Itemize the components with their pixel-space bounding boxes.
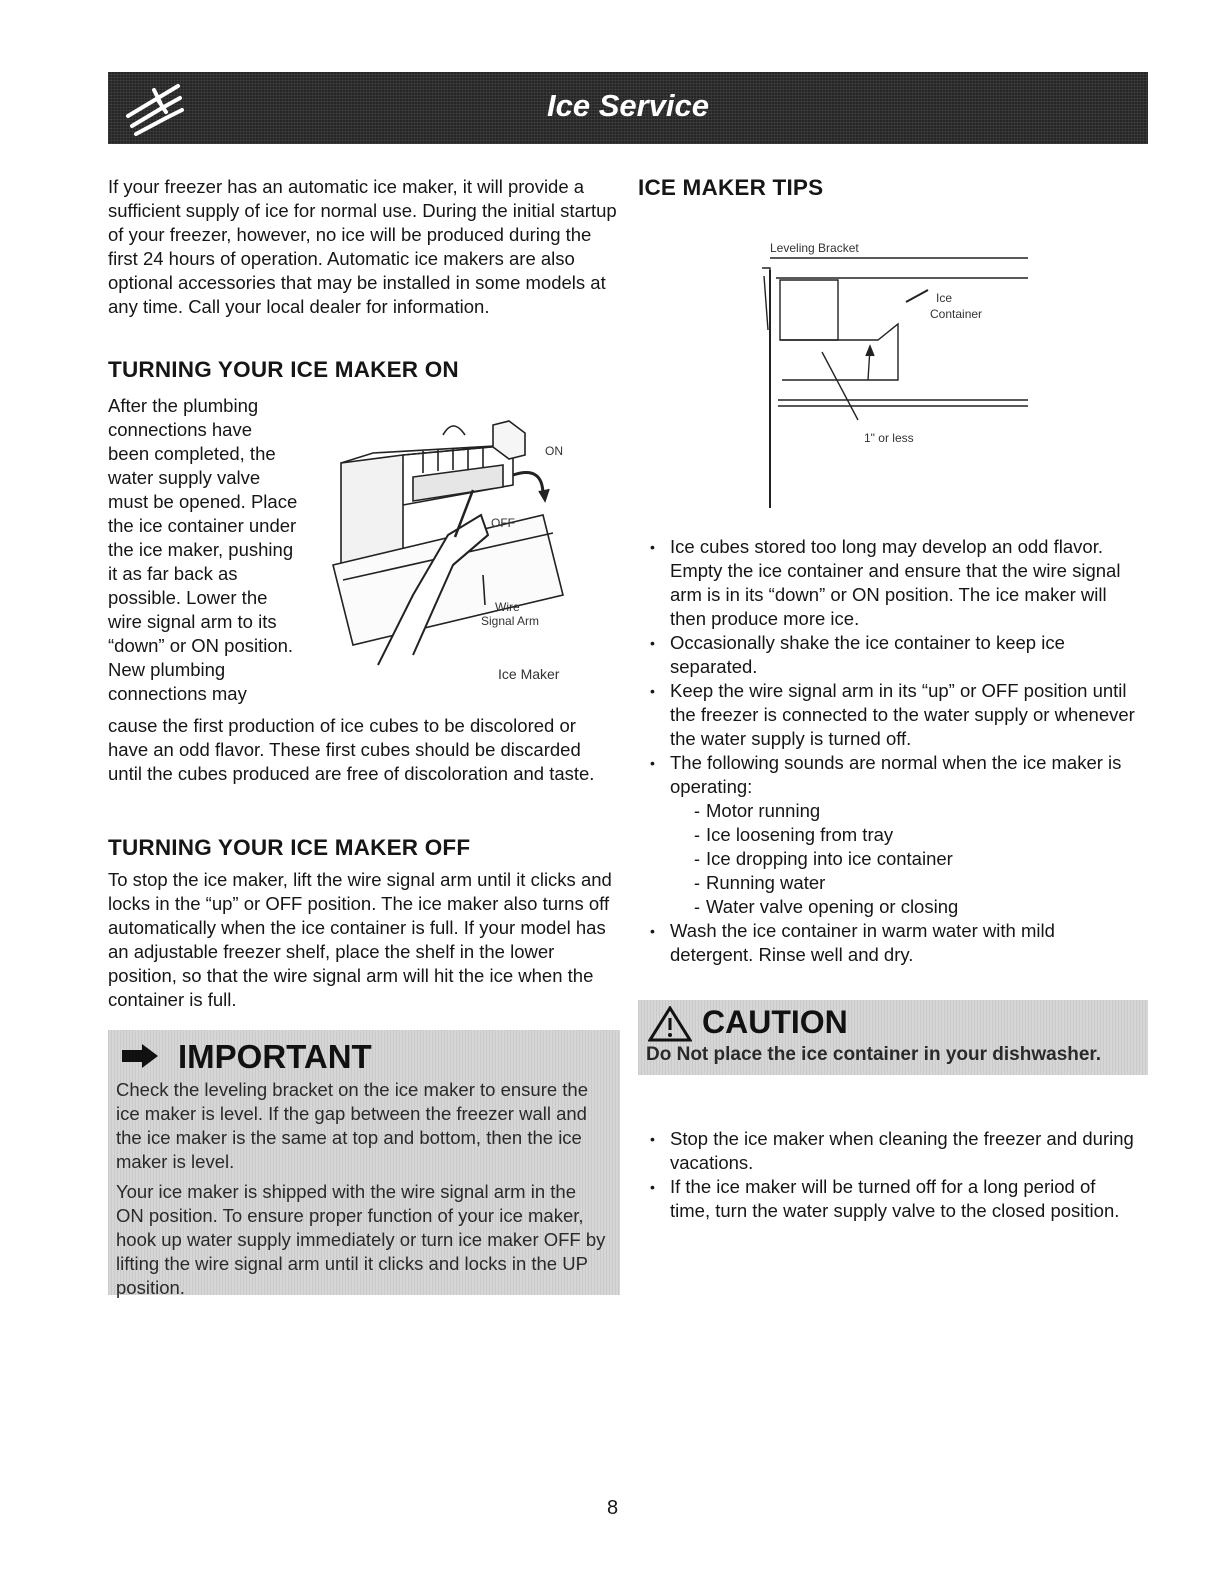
caution-callout: [638, 1000, 1148, 1075]
leveling-bracket-label: Leveling Bracket: [770, 241, 859, 255]
gap-label: 1" or less: [864, 431, 914, 445]
ice-maker-label: Ice Maker: [498, 666, 560, 682]
intro-paragraph: If your freezer has an automatic ice maker, it will provide a sufficient supply of ice for normal use. During the initial startup of your freezer, however, no ice will be produced during the first 24 hours of operation. Automatic ice makers are also optional accessories that may be installed in some models at any time. Call your local dealer for information.: [108, 176, 617, 317]
list-item: • Occasionally shake the ice container to keep ice separated.: [638, 631, 1138, 679]
important-callout: [108, 1030, 620, 1298]
wire-label: Wire: [495, 600, 520, 614]
turning-on-text-cont: cause the first production of ice cubes to be discolored or have an odd flavor. These first cubes should be discarded until the cubes produced are free of discoloration and taste.: [108, 715, 595, 784]
sub-list-item: - Water valve opening or closing: [670, 895, 1138, 919]
sub-list-item: - Motor running: [670, 799, 1138, 823]
signal-arm-label: Signal Arm: [481, 614, 540, 628]
turning-off-text: To stop the ice maker, lift the wire signal arm until it clicks and locks in the “up” or OFF position. The ice maker also turns off automatically when the ice container is full. If your model has an adjustable freezer shelf, place the shelf in the lower position, so that the wire signal arm will hit the ice when the container is full.: [108, 869, 612, 1010]
leveling-bracket-illustration: [758, 230, 1038, 510]
sub-list-item: - Ice loosening from tray: [670, 823, 1138, 847]
caution-heading: [650, 1004, 848, 1041]
caution-text: Do Not place the ice container in your dishwasher.: [646, 1044, 1102, 1065]
list-item: • Ice cubes stored too long may develop an odd flavor. Empty the ice container and ensure that the wire signal arm is in its “down” or ON position. The ice maker will then produce more ice.: [638, 535, 1138, 631]
heading-turning-on: TURNING YOUR ICE MAKER ON: [108, 357, 459, 382]
ice-label: Ice: [936, 291, 953, 305]
section-banner: [108, 72, 1148, 144]
ice-maker-illustration: [313, 415, 613, 685]
sub-list-item: - Ice dropping into ice container: [670, 847, 1138, 871]
sub-list-item: - Running water: [670, 871, 1138, 895]
normal-sounds-list: [670, 799, 1138, 919]
list-item: • Keep the wire signal arm in its “up” or OFF position until the freezer is connected to the water supply or whenever the water supply is turned off.: [638, 679, 1138, 751]
caution-heading-text: CAUTION: [702, 1004, 848, 1040]
list-item-text: The following sounds are normal when the ice maker is operating:: [670, 752, 1122, 797]
important-heading: [122, 1038, 372, 1076]
important-heading-text: IMPORTANT: [178, 1038, 372, 1075]
list-item: • Stop the ice maker when cleaning the freezer and during vacations.: [638, 1127, 1138, 1175]
list-item: • Wash the ice container in warm water with mild detergent. Rinse well and dry.: [638, 919, 1138, 967]
list-item: • If the ice maker will be turned off for a long period of time, turn the water supply valve to the closed position.: [638, 1175, 1138, 1223]
turning-on-text: After the plumbing connections have been completed, the water supply valve must be opened. Place the ice container under the ice maker, pushing it as far back as possible. Lower the wire signal arm to its “down” or ON position. New plumbing connections may: [108, 395, 298, 704]
important-para-1: Check the leveling bracket on the ice maker to ensure the ice maker is level. If the gap between the freezer wall and the ice maker is the same at top and bottom, then the ice maker is level.: [116, 1079, 589, 1172]
container-label: Container: [930, 307, 983, 321]
page-number: 8: [606, 1497, 619, 1519]
list-item: [638, 751, 1138, 919]
off-label: OFF: [491, 516, 515, 530]
after-caution-list: [638, 1127, 1138, 1223]
heading-turning-off: TURNING YOUR ICE MAKER OFF: [108, 835, 471, 860]
important-para-2: Your ice maker is shipped with the wire signal arm in the ON position. To ensure proper function of your ice maker, hook up water supply immediately or turn ice maker OFF by lifting the wire signal arm until it clicks and locks in the UP position.: [116, 1181, 606, 1298]
page-title: Ice Service: [546, 88, 710, 123]
heading-ice-maker-tips: ICE MAKER TIPS: [638, 175, 824, 200]
ice-maker-tips-list: [638, 535, 1138, 967]
on-label: ON: [545, 444, 563, 458]
